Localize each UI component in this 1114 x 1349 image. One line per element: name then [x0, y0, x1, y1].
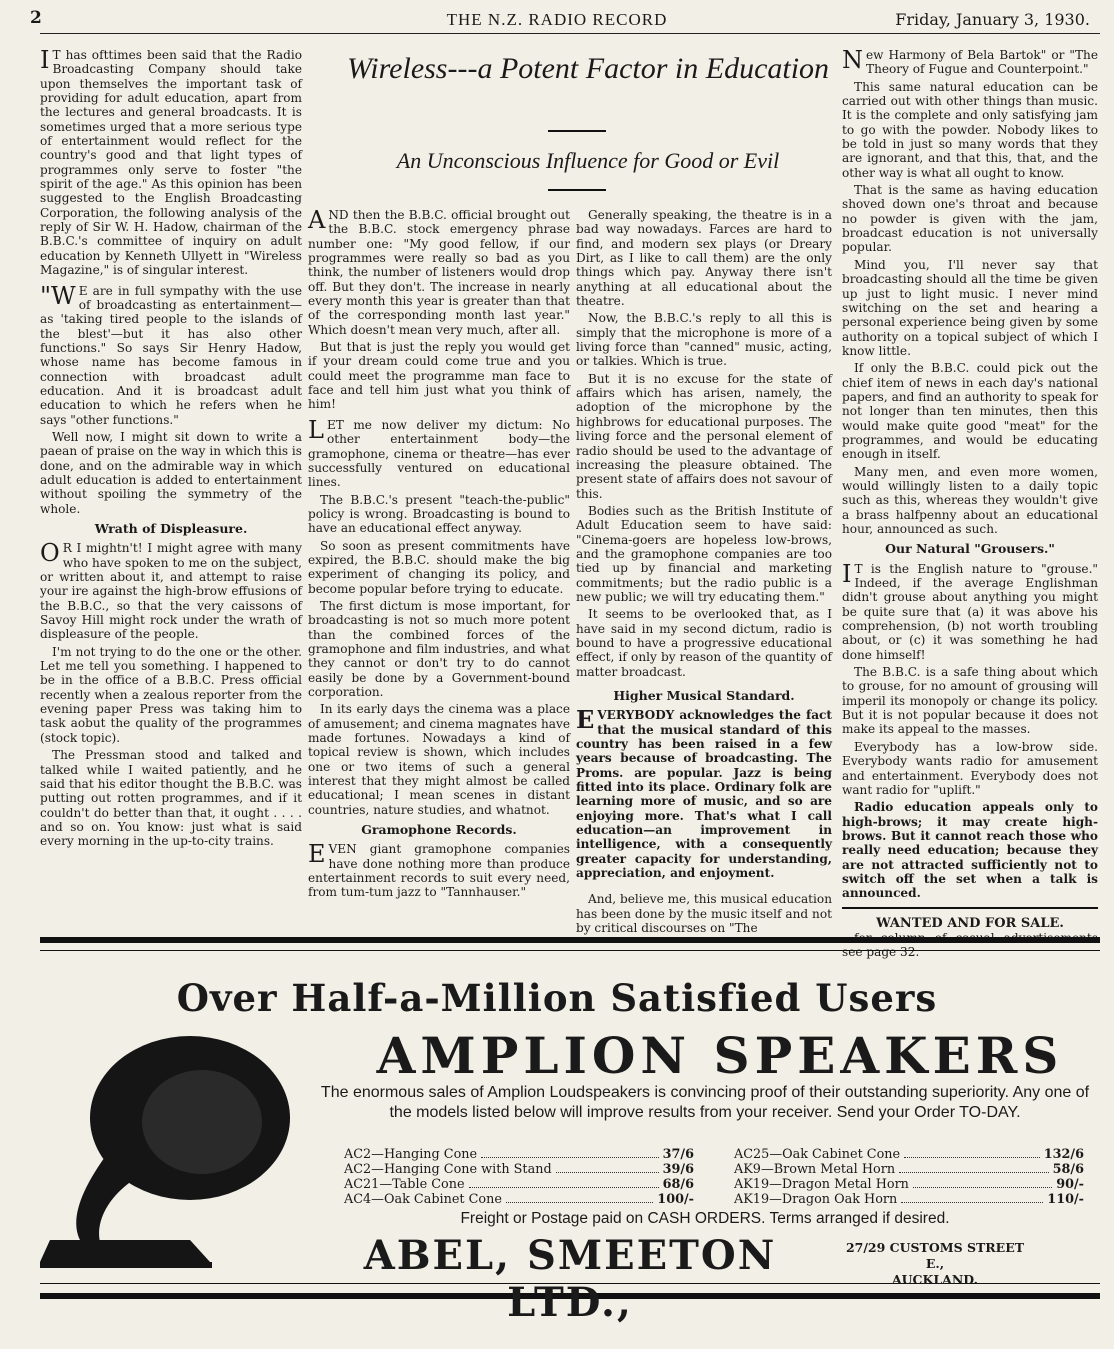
paragraph: The B.B.C.'s present "teach-the-public" policy is wrong. Broadcasting is bound to have an educational effect anyway.	[308, 492, 570, 536]
page-header	[0, 8, 1114, 30]
paragraph: AND then the B.B.C. official brought out the B.B.C. stock emergency phrase number one: "My good fellow, if our programmes were really so bad as you think, the number of listeners would drop off. But they don't. The increase in nearly every month this year is greater than that of the corresponding month last year." Which doesn't mean very much, after all.	[308, 206, 570, 337]
paragraph: If only the B.B.C. could pick out the chief item of news in each day's national papers, and find an authority to speak for not longer than ten minutes, then this would make quite good "meat" for the programmes, and would be educating enough in itself.	[842, 361, 1098, 462]
wanted-text: for column of casual advertisements see page 32.	[842, 930, 1098, 960]
paragraph: So soon as present commitments have expired, the B.B.C. should make the big experiment of changing its policy, and become popular before trying to educate.	[308, 538, 570, 596]
page-number: 2	[30, 8, 42, 28]
model-list-right	[734, 1147, 1084, 1207]
subtitle-rule	[548, 189, 606, 191]
paragraph: In its early days the cinema was a place of amusement; and cinema magnates have made fortunes. Nowadays a kind of topical review is shown, which includes one or two items of such a general interest that they might almost be called educational; I mean scenes in distant countries, nature studies, and whatnot.	[308, 702, 570, 817]
paragraph: Bodies such as the British Institute of Adult Education seem to have said: "Cinema-goers are hopeless low-brows, and the gramophone companies are too tied up by financial and marketing commitments; but the radio public is a new public; we will try educating them."	[576, 503, 832, 604]
paragraph: Now, the B.B.C.'s reply to all this is simply that the microphone is more of a living force than "canned" music, acting, or talkies. Which is true.	[576, 311, 832, 369]
company-address	[840, 1240, 1030, 1288]
paragraph: IT is the English nature to "grouse." Indeed, if the average Englishman didn't grouse about anything you might be quite sure that (a) it was above his comprehension, (b) not worth troubling about, or (c) it was something he had done himself!	[842, 559, 1098, 662]
header-rule	[40, 33, 1100, 34]
column-2	[308, 208, 570, 908]
ad-headline: Over Half-a-Million Satisfied Users	[176, 976, 938, 1020]
paragraph: And, believe me, this musical education has been done by the music itself and not by critical discourses on "The	[576, 892, 832, 936]
loudspeaker-horn-image	[40, 1030, 300, 1280]
model-row: AK9—Brown Metal Horn 58/6	[734, 1162, 1084, 1177]
column-3	[576, 208, 832, 936]
paragraph: "WE are in full sympathy with the use of broadcasting as entertainment—as 'taking tired people to the islands of the blest'—but it has also other functions." So says Sir Henry Hadow, whose name has become famous in connection with broadcast adult education. And it is broadcast adult education to which he refers when he says "other functions."	[40, 281, 302, 427]
paragraph: LET me now deliver my dictum: No other entertainment body—the gramophone, cinema or theatre—has ever successfully ventured on educational lines.	[308, 415, 570, 490]
model-row: AC4—Oak Cabinet Cone 100/-	[344, 1192, 694, 1207]
paragraph: EVEN giant gramophone companies have done nothing more than produce entertainment records to suit every need, from tum-tum jazz to "Tannhauser."	[308, 840, 570, 900]
model-row: AK19—Dragon Metal Horn 90/-	[734, 1177, 1084, 1192]
freight-terms: Freight or Postage paid on CASH ORDERS. Terms arranged if desired.	[460, 1210, 950, 1227]
paragraph: The first dictum is mose important, for broadcasting is not so much more potent than the combined forces of the gramophone and film industries, and what they cannot or don't try to do cannot easily be done by a Government-bound corporation.	[308, 598, 570, 699]
issue-date: Friday, January 3, 1930.	[895, 10, 1090, 29]
model-row: AC21—Table Cone 68/6	[344, 1177, 694, 1192]
paragraph: The Pressman stood and talked and talked while I waited patiently, and he said that his editor thought the B.B.C. was putting out rotten programmes, and if it couldn't do better than that, it ought . . . . and so on. You know: just what is said every morning in the up-to-city trains.	[40, 748, 302, 849]
article-title: Wireless---a Potent Factor in Education	[346, 52, 830, 85]
model-row: AC25—Oak Cabinet Cone 132/6	[734, 1147, 1084, 1162]
title-rule	[548, 130, 606, 132]
article-subtitle: An Unconscious Influence for Good or Evil	[396, 148, 780, 173]
subheading: Gramophone Records.	[361, 822, 517, 838]
subheading: Wrath of Displeasure.	[94, 521, 248, 536]
paragraph: But it is no excuse for the state of affairs which has arisen, namely, the adoption of the microphone by the highbrows for educational purposes. The living force and the personal element of radio should be used to the advantage of increasing the pleasure obtained. The present state of affairs does not savour of this.	[576, 371, 832, 501]
ad-brand: AMPLION SPEAKERS	[376, 1026, 1064, 1085]
paragraph: Mind you, I'll never say that broadcasting should all the time be given up just to light music. I never mind switching on the set and hearing a personal experience being given by some authority on a topical subject of which I know little.	[842, 257, 1098, 358]
wanted-heading: WANTED AND FOR SALE.	[876, 915, 1064, 931]
paragraph: Everybody has a low-brow side. Everybody wants radio for amusement and entertainment. Everybody does not want radio for "uplift."	[842, 739, 1098, 797]
paragraph: Radio education appeals only to high-brows; it may create high-brows. But it cannot reach those who really need education; because they are not attracted sufficiently not to switch off the set when a talk is announced.	[842, 800, 1098, 901]
column-4	[842, 46, 1098, 960]
paragraph: Well now, I might sit down to write a paean of praise on the way in which this is done, and on the admirable way in which adult education is added to entertainment without spoiling the symmetry of the whole.	[40, 429, 302, 516]
ad-body-text: The enormous sales of Amplion Loudspeakers is convincing proof of their outstanding superiority. Any one of the models listed below will improve results from your receiver. Send your Order TO-DAY.	[320, 1084, 1090, 1121]
ad-rule-top-thin	[40, 950, 1100, 951]
model-row: AK19—Dragon Oak Horn 110/-	[734, 1192, 1084, 1207]
model-row: AC2—Hanging Cone 37/6	[344, 1147, 694, 1162]
paragraph: Generally speaking, the theatre is in a bad way nowadays. Farces are hard to find, and modern sex plays (or Dreary Dirt, as I like to call them) are the only things which pay. Anyway there isn't anything at all educational about the theatre.	[576, 208, 832, 309]
paragraph: EVERYBODY acknowledges the fact that the musical standard of this country has been raised in a few years because of broadcasting. The Proms. are popular. Jazz is being fitted into its place. Ordinary folk are learning more of music, and so are enjoying more. That's what I call education—an improvement in intelligence, with a consequently greater capacity for understanding, appreciation, and enjoyment.	[576, 705, 832, 881]
paragraph: New Harmony of Bela Bartok" or "The Theory of Fugue and Counterpoint."	[842, 46, 1098, 77]
paragraph: Many men, and even more women, would willingly listen to a daily topic such as this, whereas they wouldn't give a brass halfpenny about an educational hour, announced as such.	[842, 464, 1098, 536]
model-row: AC2—Hanging Cone with Stand 39/6	[344, 1162, 694, 1177]
address-line: 27/29 CUSTOMS STREET E.,	[845, 1240, 1025, 1271]
paragraph: I'm not trying to do the one or the other. Let me tell you something. I happened to be in the office of a B.B.C. Press official recently when a zealous reporter from the evening paper Press was taking him to task aobut the quality of the programmes (stock topic).	[40, 644, 302, 745]
horn-throat	[142, 1070, 262, 1174]
paragraph: This same natural education can be carried out with other things than music. It is the complete and only satisfying jam to go with the powder. Nobody likes to be told in just so many words that they are ignorant, and that this, that, and the other way is what all ought to know.	[842, 79, 1098, 180]
paragraph: It seems to be overlooked that, as I have said in my second dictum, radio is bound to have a progressive educational effect, if only by reason of the quantity of matter broadcast.	[576, 607, 832, 679]
subheading: Higher Musical Standard.	[613, 688, 795, 703]
paragraph: IT has ofttimes been said that the Radio Broadcasting Company should take upon themselves the important task of providing for adult education, apart from the lectures and general broadcasts. It is sometimes urged that a more serious type of entertainment would reflect for the country's good and that light types of programmes only serve to foster "the spirit of the age." As this opinion has been suggested to the English Broadcasting Corporation, the following analysis of the reply of Sir W. H. Hadow, chairman of the B.B.C.'s committee of inquiry on adult education by Kenneth Ullyett in "Wireless Magazine," is of singular interest.	[40, 46, 302, 278]
ad-rule-top	[40, 937, 1100, 943]
horn-base-plate	[40, 1262, 212, 1268]
model-price-list	[344, 1147, 1084, 1207]
column-rule	[842, 907, 1098, 909]
paragraph: But that is just the reply you would get if your dream could come true and you could meet the programme man face to face and tell him just what you think of him!	[308, 340, 570, 412]
paragraph: The B.B.C. is a safe thing about which to grouse, for no amount of grousing will imperil its monopoly or change its policy. But it is not popular because it does not make its appeal to the masses.	[842, 665, 1098, 737]
subheading: Our Natural "Grousers."	[885, 541, 1055, 557]
company-name: ABEL, SMEETON LTD.,	[363, 1232, 777, 1326]
paragraph: OR I mightn't! I might agree with many who have spoken to me on the subject, or written about it, and attempt to raise your ire against the high-brow effusions of the B.B.C., so that the very caissons of Savoy Hill might rock under the wrath of displeasure of the people.	[40, 539, 302, 642]
horn-base	[40, 1240, 210, 1262]
paragraph: That is the same as having education shoved down one's throat and because no powder is given with the jam, broadcast education is not universally popular.	[842, 183, 1098, 255]
model-list-left	[344, 1147, 694, 1207]
address-line: AUCKLAND.	[891, 1272, 979, 1287]
masthead: THE N.Z. RADIO RECORD	[446, 10, 668, 29]
column-1	[40, 48, 302, 888]
